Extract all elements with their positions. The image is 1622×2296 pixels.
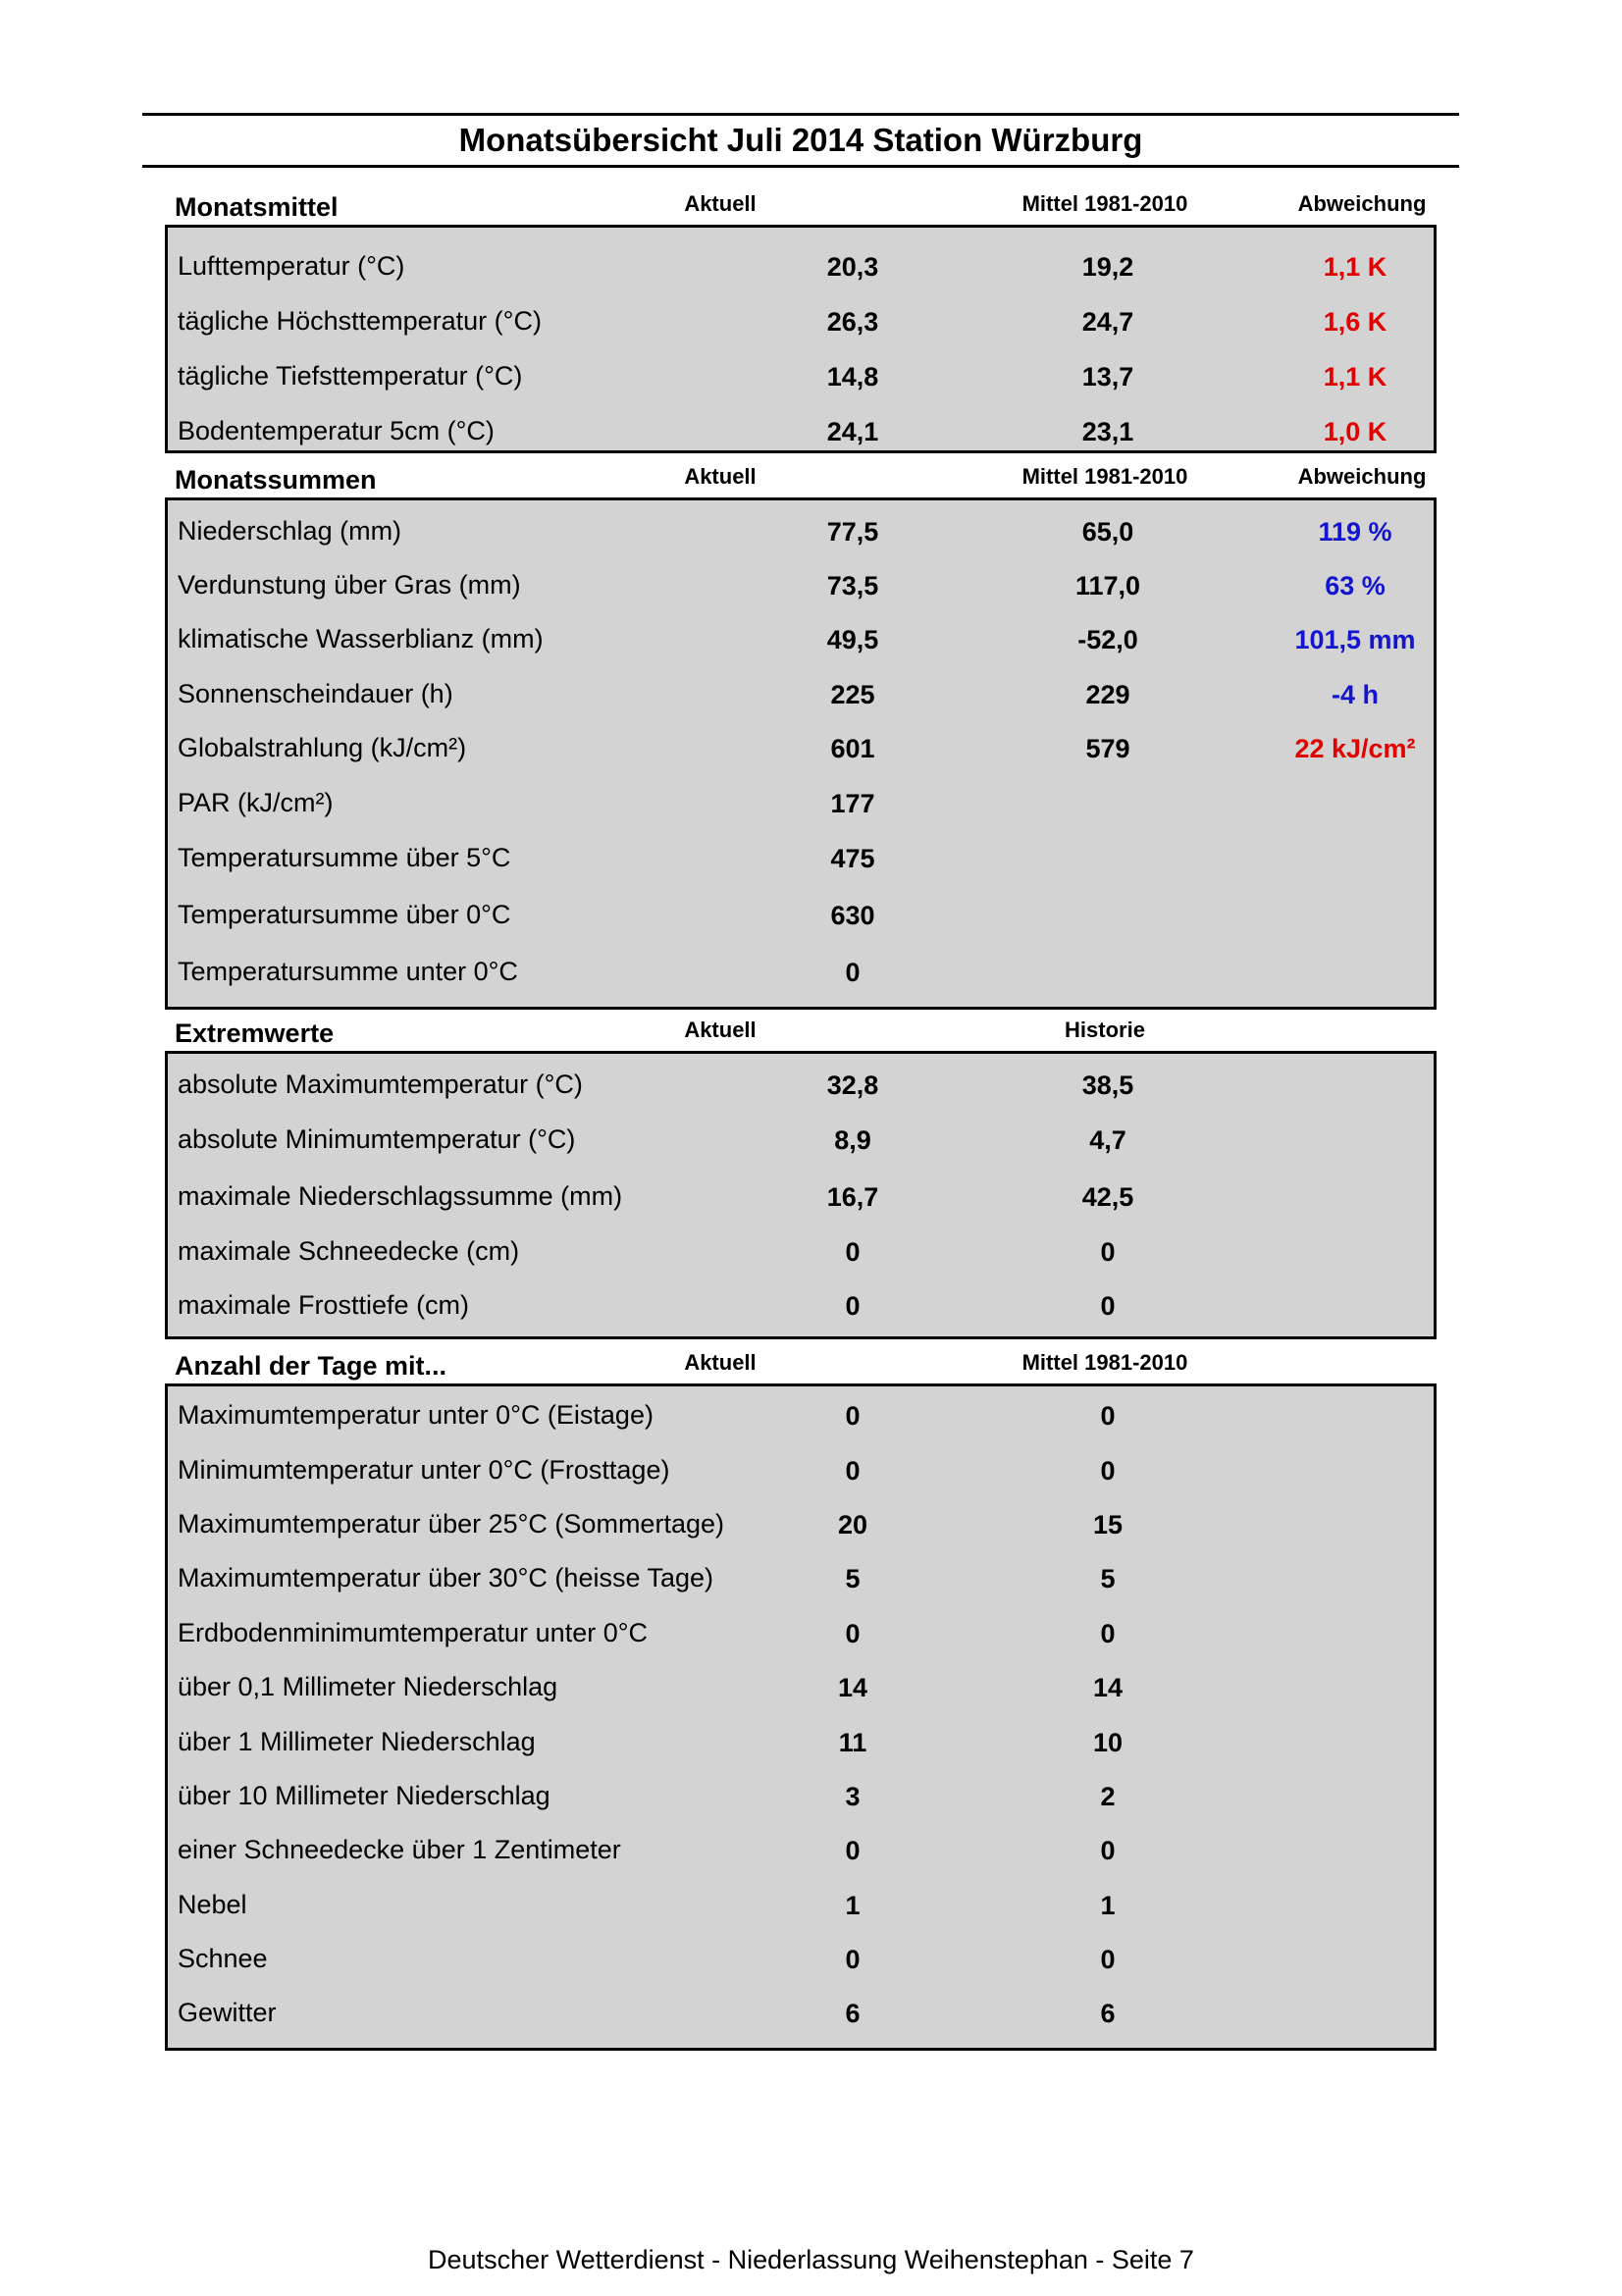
value-reference: 0 <box>1100 1945 1116 1974</box>
row-label: absolute Maximumtemperatur (°C) <box>178 1070 583 1099</box>
value-current: 5 <box>845 1564 861 1593</box>
row-label: über 0,1 Millimeter Niederschlag <box>178 1672 558 1701</box>
value-current: 20 <box>837 1510 868 1539</box>
table-row <box>168 1505 1434 1544</box>
value-current: 16,7 <box>826 1182 879 1212</box>
value-reference: 38,5 <box>1081 1070 1134 1100</box>
row-label: maximale Frosttiefe (cm) <box>178 1290 470 1320</box>
table-row <box>168 1559 1434 1598</box>
row-label: klimatische Wasserblianz (mm) <box>178 624 544 653</box>
value-reference: 0 <box>1100 1836 1116 1865</box>
row-label: über 1 Millimeter Niederschlag <box>178 1727 536 1756</box>
value-current: 26,3 <box>826 307 879 337</box>
value-reference: 229 <box>1085 680 1130 709</box>
value-current: 24,1 <box>826 417 879 446</box>
row-label: Temperatursumme unter 0°C <box>178 957 518 986</box>
row-label: Erdbodenminimumtemperatur unter 0°C <box>178 1618 649 1647</box>
section-anzahl-tage <box>165 1350 1437 2051</box>
data-box <box>165 1383 1437 2051</box>
value-reference: 23,1 <box>1081 417 1134 446</box>
table-row <box>168 302 1434 341</box>
value-reference: 14 <box>1092 1673 1124 1702</box>
value-deviation: 1,1 K <box>1323 362 1387 391</box>
table-row <box>168 1614 1434 1653</box>
value-reference: 6 <box>1100 1999 1116 2028</box>
value-deviation: 22 kJ/cm² <box>1294 734 1416 763</box>
row-label: Niederschlag (mm) <box>178 516 402 546</box>
value-current: 73,5 <box>826 571 879 600</box>
table-row <box>168 729 1434 768</box>
value-reference: 579 <box>1085 734 1130 763</box>
value-reference: 24,7 <box>1081 307 1134 337</box>
row-label: Schnee <box>178 1944 268 1973</box>
table-row <box>168 412 1434 451</box>
value-current: 3 <box>845 1782 861 1811</box>
column-header-reference: Mittel 1981-2010 <box>1021 1350 1188 1375</box>
table-row <box>168 1886 1434 1925</box>
row-label: Temperatursumme über 0°C <box>178 900 511 929</box>
value-current: 0 <box>845 1456 861 1486</box>
table-row <box>168 1177 1434 1217</box>
value-current: 225 <box>830 680 875 709</box>
column-header-reference: Historie <box>1065 1018 1145 1042</box>
table-row <box>168 620 1434 659</box>
page-footer: Deutscher Wetterdienst - Niederlassung Weihenstephan - Seite 7 <box>428 2245 1194 2274</box>
table-row <box>168 1451 1434 1490</box>
table-row <box>168 1121 1434 1160</box>
column-header-deviation: Abweichung <box>1297 464 1427 489</box>
value-current: 0 <box>845 1401 861 1431</box>
value-deviation: 119 % <box>1318 517 1392 547</box>
value-reference: 2 <box>1100 1782 1116 1811</box>
value-current: 49,5 <box>826 625 879 654</box>
value-deviation: -4 h <box>1331 680 1379 709</box>
row-label: Maximumtemperatur unter 0°C (Eistage) <box>178 1400 654 1430</box>
data-box <box>165 497 1437 1010</box>
section-title: Anzahl der Tage mit... <box>175 1351 447 1381</box>
data-box <box>165 1051 1437 1339</box>
value-reference: 10 <box>1092 1728 1124 1757</box>
table-row <box>168 1777 1434 1816</box>
row-label: Gewitter <box>178 1998 277 2027</box>
table-row <box>168 1396 1434 1435</box>
value-current: 0 <box>845 1836 861 1865</box>
table-row <box>168 566 1434 605</box>
row-label: Verdunstung über Gras (mm) <box>178 570 521 600</box>
value-current: 6 <box>845 1999 861 2028</box>
value-current: 32,8 <box>826 1070 879 1100</box>
value-current: 601 <box>830 734 875 763</box>
value-reference: 0 <box>1100 1619 1116 1648</box>
value-current: 0 <box>845 1945 861 1974</box>
table-row <box>168 1723 1434 1762</box>
value-reference: 117,0 <box>1074 571 1141 600</box>
table-row <box>168 1831 1434 1870</box>
value-current: 14 <box>837 1673 868 1702</box>
value-reference: 15 <box>1092 1510 1124 1539</box>
table-row <box>168 784 1434 823</box>
row-label: PAR (kJ/cm²) <box>178 788 334 817</box>
table-row <box>168 1066 1434 1105</box>
column-header-current: Aktuell <box>684 464 757 489</box>
row-label: über 10 Millimeter Niederschlag <box>178 1781 550 1810</box>
value-current: 177 <box>830 789 875 818</box>
value-current: 1 <box>845 1891 861 1920</box>
table-row <box>168 1232 1434 1272</box>
table-row <box>168 839 1434 878</box>
value-reference: 65,0 <box>1081 517 1134 547</box>
value-current: 475 <box>830 844 875 873</box>
column-header-reference: Mittel 1981-2010 <box>1021 464 1188 489</box>
table-row <box>168 1668 1434 1707</box>
value-reference: -52,0 <box>1077 625 1138 654</box>
row-label: Temperatursumme über 5°C <box>178 843 511 872</box>
value-current: 8,9 <box>834 1125 871 1155</box>
section-monatssummen <box>165 464 1437 1010</box>
table-row <box>168 1994 1434 2033</box>
value-reference: 0 <box>1100 1291 1116 1321</box>
column-header-deviation: Abweichung <box>1297 191 1427 216</box>
section-title: Monatsmittel <box>175 192 339 222</box>
row-label: Lufttemperatur (°C) <box>178 251 405 281</box>
value-current: 0 <box>845 1291 861 1321</box>
value-current: 77,5 <box>826 517 879 547</box>
value-reference: 42,5 <box>1081 1182 1134 1212</box>
data-box <box>165 225 1437 453</box>
table-row <box>168 247 1434 287</box>
value-deviation: 101,5 mm <box>1294 625 1416 654</box>
row-label: tägliche Tiefsttemperatur (°C) <box>178 361 523 391</box>
section-title: Monatssummen <box>175 465 377 495</box>
row-label: Globalstrahlung (kJ/cm²) <box>178 733 467 762</box>
row-label: absolute Minimumtemperatur (°C) <box>178 1124 576 1154</box>
value-reference: 4,7 <box>1089 1125 1126 1155</box>
value-current: 14,8 <box>826 362 879 391</box>
row-label: Bodentemperatur 5cm (°C) <box>178 416 495 445</box>
value-current: 20,3 <box>826 252 879 282</box>
column-header-reference: Mittel 1981-2010 <box>1021 191 1188 216</box>
table-row <box>168 512 1434 551</box>
value-reference: 0 <box>1100 1401 1116 1431</box>
row-label: maximale Schneedecke (cm) <box>178 1236 520 1266</box>
value-reference: 13,7 <box>1081 362 1134 391</box>
value-reference: 5 <box>1100 1564 1116 1593</box>
row-label: maximale Niederschlagssumme (mm) <box>178 1181 623 1211</box>
table-row <box>168 675 1434 714</box>
value-deviation: 63 % <box>1325 571 1386 600</box>
row-label: Nebel <box>178 1890 247 1919</box>
value-deviation: 1,0 K <box>1323 417 1387 446</box>
value-reference: 19,2 <box>1081 252 1134 282</box>
value-reference: 0 <box>1100 1237 1116 1267</box>
value-current: 11 <box>838 1728 867 1757</box>
row-label: einer Schneedecke über 1 Zentimeter <box>178 1835 621 1864</box>
table-row <box>168 1286 1434 1326</box>
table-row <box>168 953 1434 992</box>
row-label: tägliche Höchsttemperatur (°C) <box>178 306 542 336</box>
value-deviation: 1,1 K <box>1323 252 1387 282</box>
column-header-current: Aktuell <box>684 1018 757 1042</box>
section-title: Extremwerte <box>175 1018 335 1048</box>
section-header <box>165 1018 1437 1051</box>
section-monatsmittel <box>165 191 1437 453</box>
row-label: Maximumtemperatur über 25°C (Sommertage) <box>178 1509 724 1539</box>
value-deviation: 1,6 K <box>1323 307 1387 337</box>
value-reference: 1 <box>1100 1891 1116 1920</box>
row-label: Maximumtemperatur über 30°C (heisse Tage) <box>178 1563 714 1592</box>
table-row <box>168 896 1434 935</box>
column-header-current: Aktuell <box>684 191 757 216</box>
page-title: Monatsübersicht Juli 2014 Station Würzburg <box>142 113 1459 168</box>
column-header-current: Aktuell <box>684 1350 757 1375</box>
section-header <box>165 191 1437 225</box>
table-row <box>168 1940 1434 1979</box>
section-header <box>165 1350 1437 1383</box>
value-current: 0 <box>845 1619 861 1648</box>
section-header <box>165 464 1437 497</box>
value-reference: 0 <box>1100 1456 1116 1486</box>
value-current: 0 <box>845 1237 861 1267</box>
row-label: Minimumtemperatur unter 0°C (Frosttage) <box>178 1455 670 1485</box>
value-current: 0 <box>845 958 861 987</box>
row-label: Sonnenscheindauer (h) <box>178 679 453 708</box>
value-current: 630 <box>830 901 875 930</box>
table-row <box>168 357 1434 396</box>
section-extremwerte <box>165 1018 1437 1339</box>
